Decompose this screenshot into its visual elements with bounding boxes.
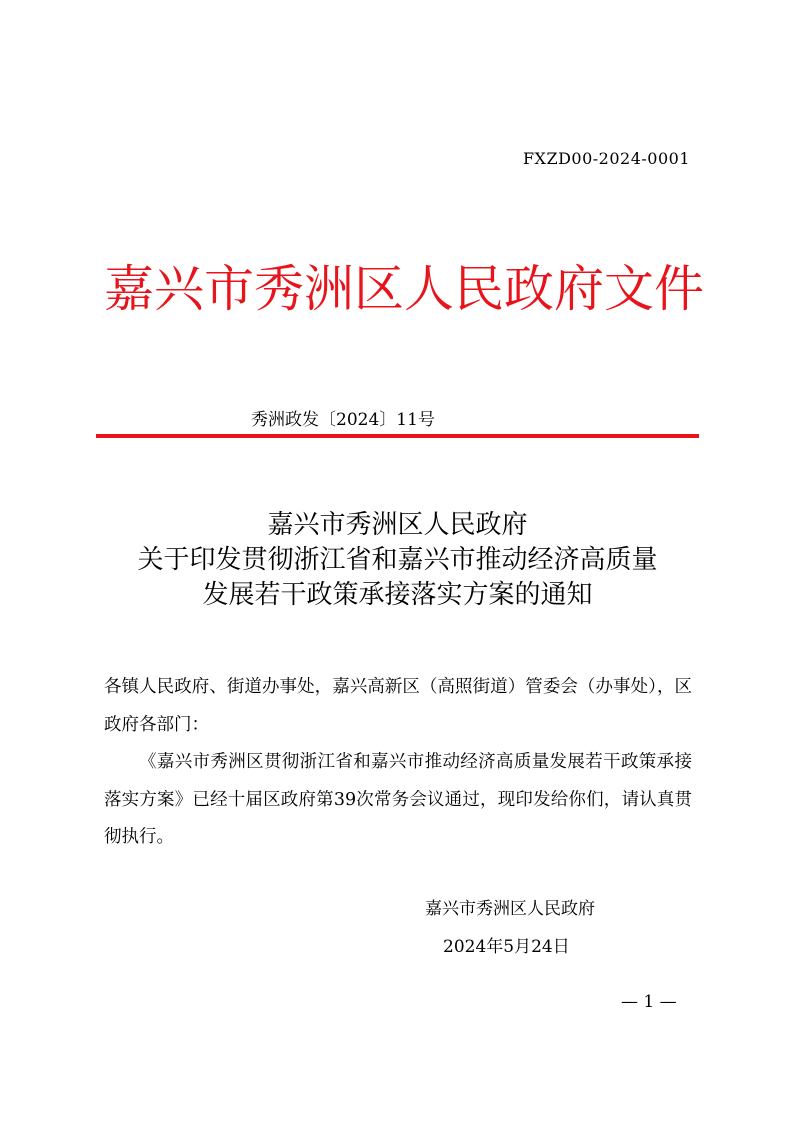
signature-date: 2024年5月24日 [443,937,570,957]
signature-issuer: 嘉兴市秀洲区人民政府 [425,899,595,919]
body-paragraph: 《嘉兴市秀洲区贯彻浙江省和嘉兴市推动经济高质量发展若干政策承接落实方案》已经十届区政府第39次常务会议通过，现印发给你们，请认真贯彻执行。 [104,752,692,847]
title-line-1: 嘉兴市秀洲区人民政府 [267,510,528,540]
document-number: 秀洲政发〔2024〕11号 [251,410,435,430]
title-line-2: 关于印发贯彻浙江省和嘉兴市推动经济高质量 [137,545,658,575]
page-number: — 1 — [621,992,677,1012]
addressee: 各镇人民政府、街道办事处，嘉兴高新区（高照街道）管委会（办事处），区政府各部门： [104,677,692,735]
body-text [104,669,692,857]
issuer-header: 嘉兴市秀洲区人民政府文件 [104,260,704,318]
title-line-3: 发展若干政策承接落实方案的通知 [202,580,593,610]
document-title [96,508,699,613]
red-divider-line [96,434,699,438]
document-code: FXZD00-2024-0001 [522,149,690,168]
